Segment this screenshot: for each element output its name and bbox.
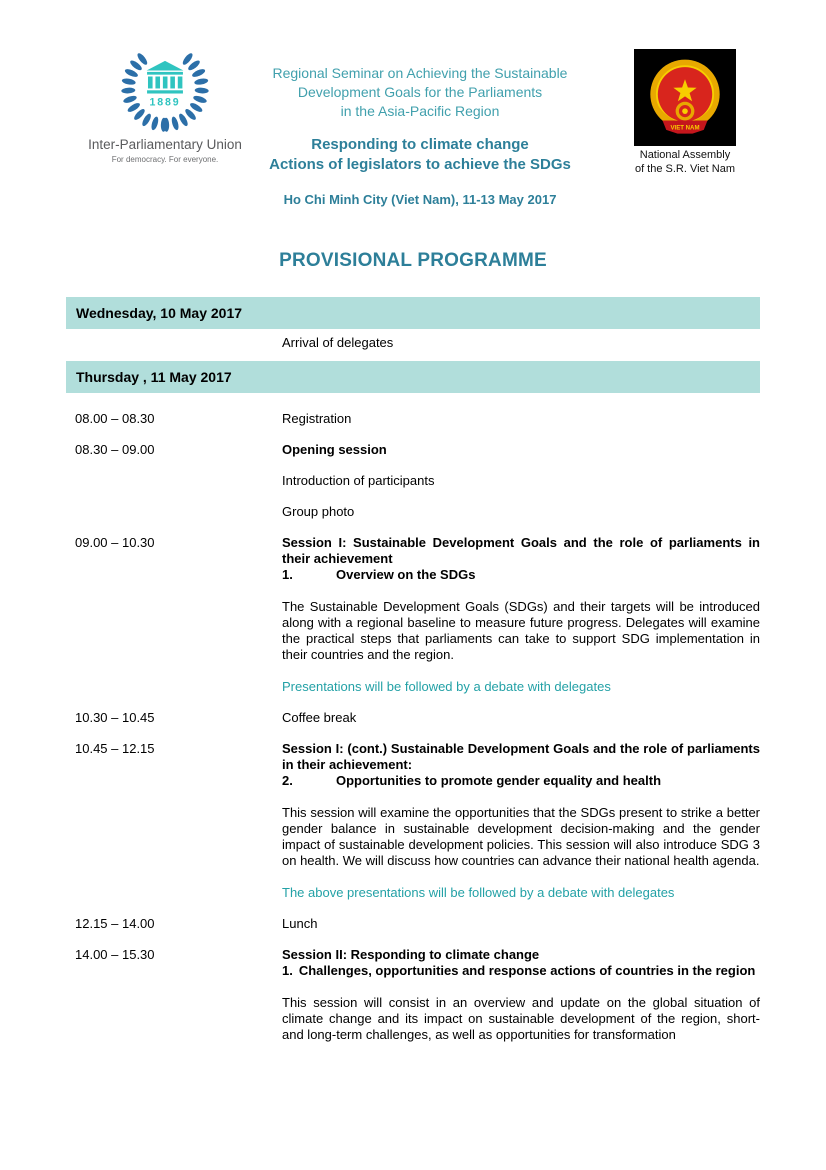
row-text: Coffee break [282,710,357,725]
schedule-row [66,710,760,726]
seminar-title-line2: Development Goals for the Parliaments [297,84,543,100]
session-note: Presentations will be followed by a debate with delegates [282,679,611,694]
row-text: Lunch [282,916,318,931]
row-time: 09.00 – 10.30 [75,535,155,550]
session-description: The Sustainable Development Goals (SDGs) and their targets will be introduced along with a regional baseline to measure future progress. Delegates will examine the practical steps that parliaments can take to support SDG implementation in their countries and the region. [282,599,760,662]
ipu-wreath-icon [119,42,211,134]
page-title: PROVISIONAL PROGRAMME [279,250,547,271]
schedule-row [66,442,760,458]
row-time: 08.00 – 08.30 [75,411,155,426]
schedule-row [66,335,760,351]
schedule-row [66,916,760,932]
ipu-year: 1889 [149,96,181,109]
row-text: Introduction of participants [282,473,435,488]
seminar-venue: Ho Chi Minh City (Viet Nam), 11-13 May 2017 [283,192,557,207]
session-item-title: Opportunities to promote gender equality and health [336,773,662,788]
schedule-row [66,411,760,427]
session-item-title: Overview on the SDGs [336,567,476,582]
row-time: 14.00 – 15.30 [75,947,155,962]
day-header-wednesday: Wednesday, 10 May 2017 [66,297,760,329]
ipu-tagline: For democracy. For everyone. [111,155,219,164]
session-heading: Session I: Sustainable Development Goals and the role of parliaments in their achievement [282,535,760,566]
day-header-thursday: Thursday , 11 May 2017 [66,361,760,393]
programme-table [66,297,760,1058]
session-description: This session will examine the opportunities that the SDGs present to strike a better gender balance in sustainable development decision-making and the gender impact of sustainable development policies. This session will also introduce SDG 3 on health. We will discuss how countries can advance their national health agenda. [282,805,760,868]
seminar-title-line3: in the Asia-Pacific Region [340,103,500,119]
row-text: Registration [282,411,352,426]
seminar-subtitle-line2: Actions of legislators to achieve the SDGs [269,156,571,173]
session-item [282,963,760,979]
row-time: 10.45 – 12.15 [75,741,155,756]
row-time [66,335,282,351]
vietnam-emblem-icon [634,49,736,146]
session-item-number: 2. [282,773,293,788]
schedule-row-session [66,535,760,695]
seminar-title-line1: Regional Seminar on Achieving the Sustainable [272,65,568,81]
row-text: Arrival of delegates [282,335,394,350]
row-text: Group photo [282,504,355,519]
session-item-number: 1. [282,963,293,978]
row-time: 12.15 – 14.00 [75,916,155,931]
vietnam-assembly-logo [619,49,751,176]
ipu-building-icon [147,61,184,94]
seminar-subtitle-line1: Responding to climate change [311,136,529,153]
session-heading: Session I: (cont.) Sustainable Development Goals and the role of parliaments in their achievement: [282,741,760,772]
session-description: This session will consist in an overview and update on the global situation of climate change and its impact on sustainable development of the region, short- and long-term challenges, as well as opportunities for transformation [282,995,760,1042]
vietnam-caption [619,149,751,176]
seminar-header [206,64,634,207]
session-heading: Session II: Responding to climate change [282,947,540,962]
seminar-subtitle [206,135,634,175]
session-item-number: 1. [282,567,293,582]
schedule-row [66,473,760,489]
schedule-row [66,504,760,520]
schedule-row-session [66,741,760,901]
session-item [282,773,760,789]
row-time: 10.30 – 10.45 [75,710,155,725]
ipu-name: Inter-Parliamentary Union [88,137,242,152]
session-item [282,567,760,583]
schedule-row-session [66,947,760,1043]
session-item-title: Challenges, opportunities and response actions of countries in the region [298,963,756,978]
row-text: Opening session [282,442,387,457]
row-time: 08.30 – 09.00 [75,442,155,457]
seminar-title [206,64,634,121]
row-time [66,473,282,489]
session-note: The above presentations will be followed by a debate with delegates [282,885,675,900]
vietnam-caption-line1: National Assembly [639,149,731,161]
row-time [66,504,282,520]
vietnam-emblem-text: VIET NAM [670,123,700,131]
vietnam-caption-line2: of the S.R. Viet Nam [634,162,736,175]
